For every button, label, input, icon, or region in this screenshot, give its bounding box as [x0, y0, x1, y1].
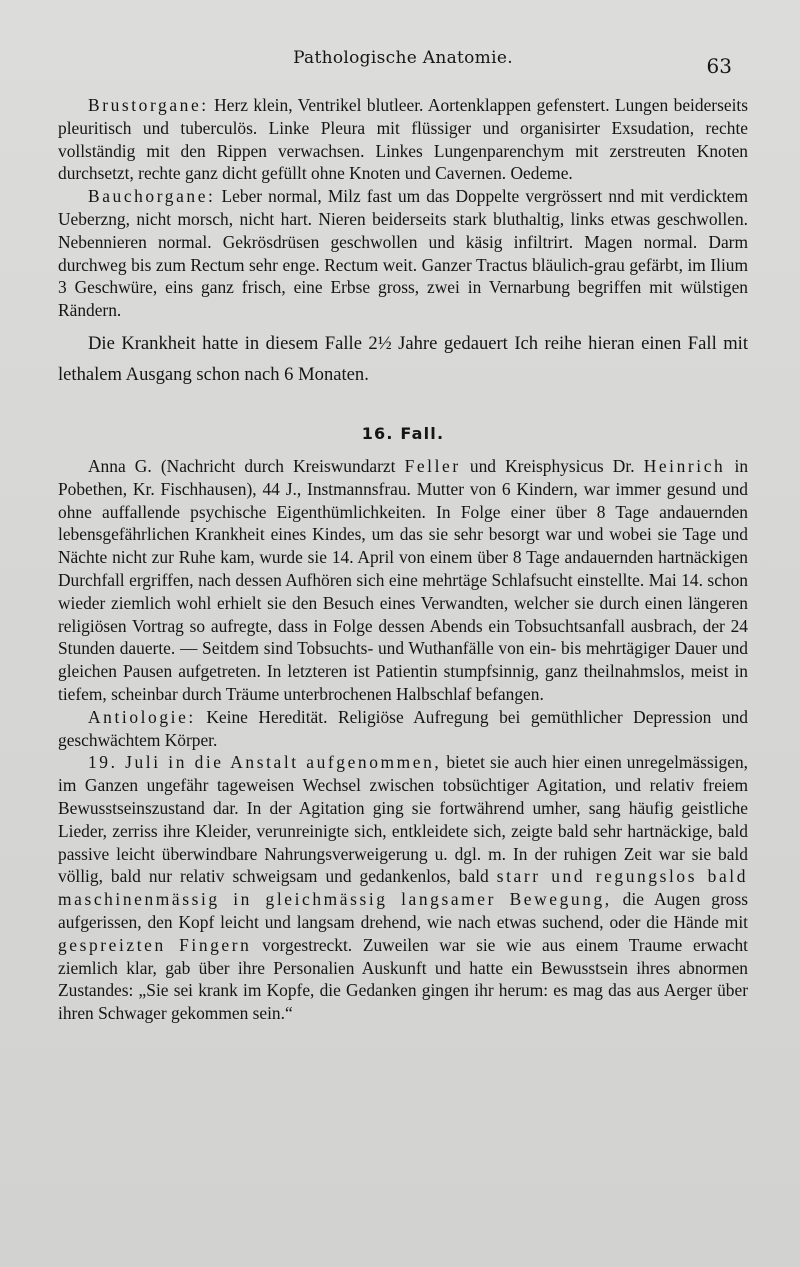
chest-organs-paragraph [58, 94, 748, 185]
chest-organs-text: Herz klein, Ventrikel blutleer. Aortenklappen gefenstert. Lungen beiderseits pleuritisch und tuberculös. Linke Pleura mit flüssiger und organisirter Exsudation, rechte vollständig mit den Rippen verwachsen. Linkes Lungenparenchym mit zerstreuten Knoten durchsetzt, rechte ganz dicht gefüllt ohne Knoten und Cavernen. Oedeme. [58, 95, 748, 184]
duration-paragraph: Die Krankheit hatte in diesem Falle 2½ Jahre gedauert Ich reihe hieran einen Fall mit lethalem Ausgang schon nach 6 Monaten. [58, 332, 748, 385]
aetiology-text: Keine Heredität. Religiöse Aufregung bei gemüthlicher Depression und geschwächtem Körper. [58, 706, 748, 750]
name-heinrich: Heinrich [643, 455, 726, 476]
abdominal-organs-paragraph [58, 185, 748, 322]
admission-text: die Augen gross aufgerissen, den Kopf leicht und langsam drehend, wie nach etwas suchend, oder die Hände mit [58, 889, 748, 932]
case-report [58, 455, 748, 1025]
chest-organs-label: Brustorgane: [88, 95, 209, 115]
name-feller: Feller [404, 455, 461, 476]
abdominal-organs-text: Leber normal, Milz fast um das Doppelte vergrössert nnd mit verdicktem Ueberzng, nicht morsch, nicht hart. Nieren beiderseits stark bluthaltig, links etwas geschwollen. Nebennieren normal. Gekrösdrüsen geschwollen und käsig infiltrirt. Magen normal. Darm durchweg bis zum Rectum sehr enge. Rectum weit. Ganzer Tractus bläulich-grau gefärbt, im Ilium 3 Geschwüre, eins ganz frisch, eine Erbse gross, zwei in Vernarbung begriffen mit wülstigen Rändern. [58, 186, 748, 321]
abdominal-organs-label: Bauchorgane: [88, 186, 216, 207]
admission-paragraph [58, 751, 748, 1025]
emphasis-gespreizt: gespreizten Fingern [58, 934, 252, 955]
autopsy-findings [58, 94, 748, 390]
case-intro-part: in Pobethen, Kr. Fischhausen), 44 J., Instmannsfrau. Mutter von 6 Kindern, war immer gesund und ohne auffallende psychische Eigenthümlichkeiten. In Folge einer über 8 Tage andauernden lebensgefährlichen Krankheit eines Kindes, um das sie sehr besorgt war und wobei sie Tage und Nächte nicht zur Ruhe kam, wurde sie 14. April von einem über 8 Tage andauernden hartnäckigen Durchfall ergriffen, nach dessen Aufhören sich eine mehrtäge Schlafsucht einstellte. Mai 14. schon wieder ziemlich wohl erhielt sie den Besuch eines Verwandten, welcher sie durch einen längeren religiösen Vortrag so aufregte, dass in Folge dessen Abends ein Tobsuchtsanfall ausbrach, der 24 Stunden dauerte. — Seitdem sind Tobsuchts- und Wuthanfälle von ein- bis mehrtägiger Dauer und gleichen Pausen aufgetreten. In letzteren ist Patientin stumpfsinnig, ganz theilnahmslos, meist in tiefem, scheinbar durch Träume unterbrochenen Halbschlaf befangen. [58, 455, 749, 704]
page-number: 63 [706, 54, 732, 78]
emphasis-starr: starr und regungslos bald maschinenmässig in gleichmässig langsamer Bewegung, [58, 866, 748, 910]
aetiology-paragraph [58, 706, 748, 752]
case-intro-part: und Kreisphysicus Dr. [460, 455, 644, 476]
admission-text: vorgestreckt. Zuweilen war sie wie aus einem Traume erwacht ziemlich klar, gab über ihre Personalien Auskunft und hatte ein Bewusstsein ihres abnormen Zustandes: „Sie sei krank im Kopfe, die Gedanken gingen ihr herum: es mag das aus Aerger über ihren Schwager gekommen sein.“ [58, 934, 749, 1024]
page-header [58, 44, 748, 84]
admission-label: 19. Juli in die Anstalt aufgenommen, [88, 752, 442, 773]
case-intro-paragraph [58, 455, 748, 706]
case-intro-part: Anna G. (Nachricht durch Kreiswundarzt [88, 455, 405, 476]
running-head: Pathologische Anatomie. [293, 48, 513, 68]
case-heading: 16. Fall. [361, 423, 445, 443]
aetiology-label: Antiologie: [88, 706, 196, 727]
admission-text: bietet sie auch hier einen unregelmässigen, im Ganzen ungefähr tageweisen Wechsel zwischen tobsüchtiger Agitation, und relativ freiem Bewusstseinszustand dar. In der Agitation ging sie fortwährend umher, sang häufig geistliche Lieder, zerriss ihre Kleider, verunreinigte sich, entkleidete sich, zeigte bald sehr hartnäckige, bald passive leicht überwindbare Nahrungsverweigerung u. dgl. m. In der ruhigen Zeit war sie bald völlig, bald nur relativ schweigsam und gedankenlos, bald [58, 752, 748, 887]
